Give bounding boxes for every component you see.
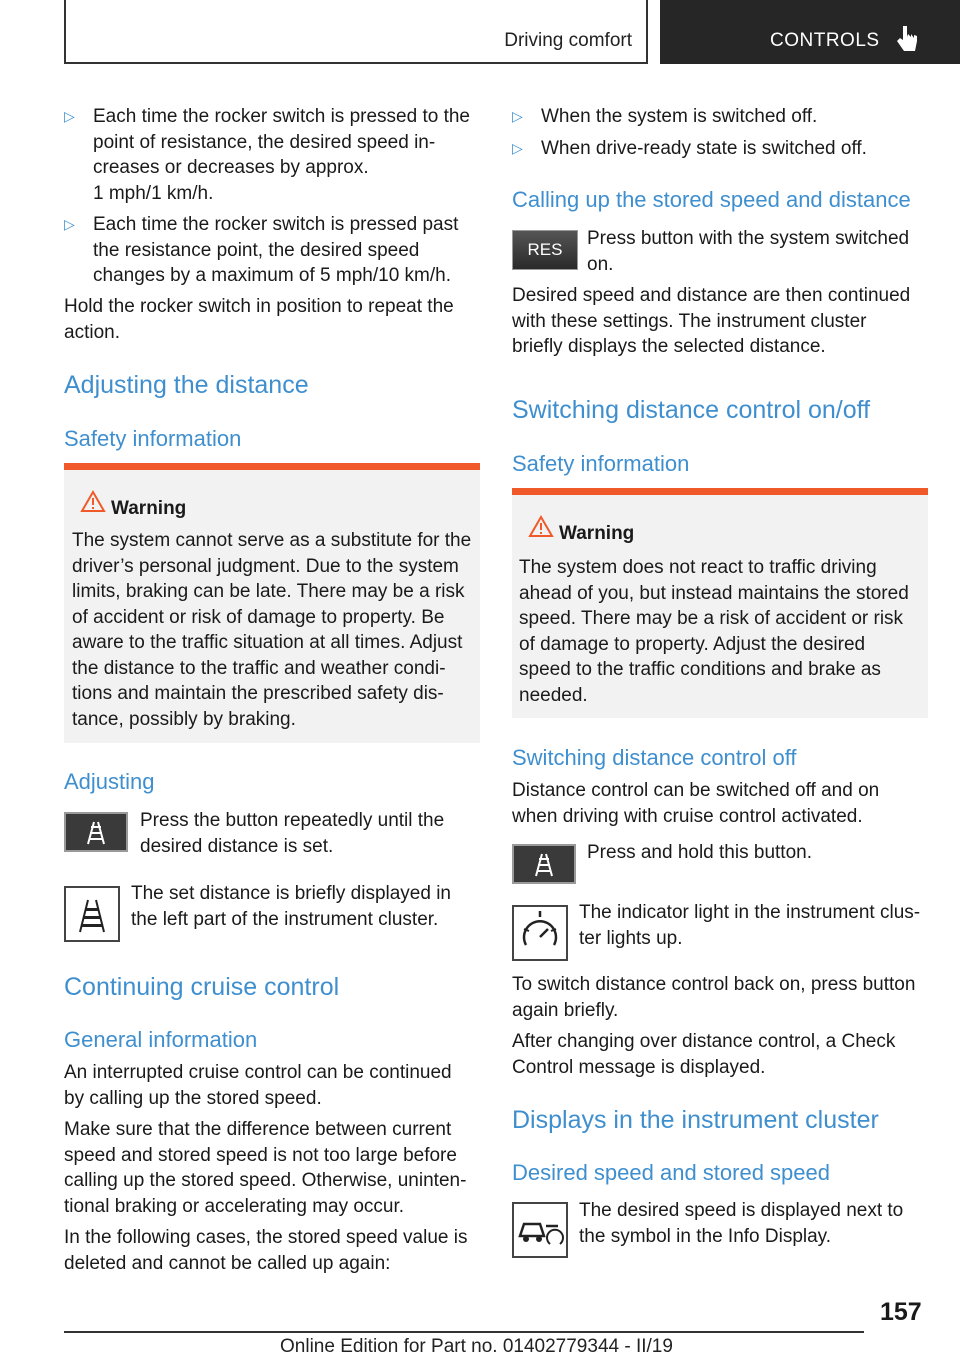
heading-adjusting-distance: Adjusting the distance (64, 371, 309, 399)
heading-switch-off: Switching distance control off (512, 745, 797, 770)
switch-off-paragraph: Distance control can be switched off and on when driving with cruise control activated. (512, 780, 880, 827)
desired-paragraph: Desired speed and distance are then continued with these settings. The instrument cluster briefly displays the selected distance. (512, 285, 911, 357)
page-number: 157 (880, 1298, 922, 1326)
distance-button-image (64, 812, 128, 852)
triangle-bullet-icon: ▷ (64, 216, 75, 232)
press-hold-text: Press and hold this button. (587, 842, 812, 863)
following-paragraph: In the following cases, the stored speed value is deleted and cannot be called up again: (64, 1227, 468, 1274)
list-item: ▷ Each time the rocker switch is pressed to the point of resistance, the desired speed in- creases or decreases by approx. 1 mph/1 km/h. (64, 106, 470, 204)
heading-adjusting: Adjusting (64, 769, 155, 794)
footer-divider (64, 1331, 864, 1333)
display-text: The set distance is briefly displayed in the left part of the instrument cluster. (131, 883, 451, 930)
general-paragraph: An interrupted cruise control can be continued by calling up the stored speed. (64, 1062, 452, 1109)
chapter-title: CONTROLS (770, 30, 880, 51)
triangle-bullet-icon: ▷ (512, 108, 523, 124)
indicator-text: The indicator light in the instrument clus- ter lights up. (579, 902, 921, 949)
cruise-control-car-icon (514, 1204, 566, 1256)
heading-continuing-cruise-control: Continuing cruise control (64, 973, 340, 1001)
triangle-bullet-icon: ▷ (64, 108, 75, 124)
res-button-image: RES (512, 230, 578, 270)
after-paragraph: After changing over distance control, a Check Control message is displayed. (512, 1031, 896, 1078)
heading-safety-information-right: Safety information (512, 451, 690, 476)
heading-desired-speed: Desired speed and stored speed (512, 1160, 830, 1185)
warning-triangle-icon (528, 515, 554, 538)
distance-control-icon (66, 814, 126, 850)
speedometer-indicator-icon (514, 907, 566, 959)
make-sure-paragraph: Make sure that the difference between current speed and stored speed is not too large before calling up the stored speed. Otherwise, uninten- tional braking or accelerating may occur. (64, 1119, 467, 1217)
warning-box (64, 463, 480, 743)
distance-bars-icon (66, 888, 118, 940)
hand-pointer-icon (894, 24, 920, 54)
section-header (64, 0, 648, 64)
warning-triangle-icon (80, 490, 106, 513)
heading-calling-up: Calling up the stored speed and distance (512, 187, 911, 212)
indicator-symbol-box (512, 905, 568, 961)
heading-general-information: General information (64, 1027, 258, 1052)
heading-switching-distance-control: Switching distance control on/off (512, 396, 871, 424)
distance-button-image (512, 844, 576, 884)
warning-title: Warning (559, 523, 635, 544)
triangle-bullet-icon: ▷ (512, 140, 523, 156)
desired-display-text: The desired speed is displayed next to the symbol in the Info Display. (579, 1200, 904, 1247)
warning-text: The system does not react to traffic driving ahead of you, but instead maintains the stored speed. There may be a risk of accident or risk of damage to property. Adjust the desired speed to the traffic conditions and brake as needed. (519, 557, 909, 706)
hold-paragraph: Hold the rocker switch in position to repeat the action. (64, 296, 454, 343)
footer-edition: Online Edition for Part no. 01402779344 - II/19 (280, 1336, 673, 1357)
cruise-symbol-box (512, 1202, 568, 1258)
heading-safety-information: Safety information (64, 426, 242, 451)
press-res-text: Press button with the system switched on. (587, 228, 910, 275)
heading-displays: Displays in the instrument cluster (512, 1106, 879, 1134)
section-title: Driving comfort (504, 30, 632, 51)
list-item: ▷ When the system is switched off. (512, 104, 932, 130)
distance-control-icon (514, 846, 574, 882)
switch-back-paragraph: To switch distance control back on, press button again briefly. (512, 974, 916, 1021)
warning-box (512, 488, 928, 718)
list-item: ▷ Each time the rocker switch is pressed past the resistance point, the desired speed changes by a maximum of 5 mph/10 km/h. (64, 214, 459, 286)
adjust-text: Press the button repeatedly until the desired distance is set. (140, 810, 445, 857)
warning-title: Warning (111, 498, 187, 519)
distance-symbol-box (64, 886, 120, 942)
warning-text: The system cannot serve as a substitute for the driver’s personal judgment. Due to the system limits, braking can be late. There may be a risk of accident or risk of damage to property. Be aware to the traffic situation at all times. Adjust the distance to the traffic and weather condi- tions and maintain the prescribed safety dis- tance, possibly by braking. (72, 530, 472, 730)
list-item: ▷ When drive-ready state is switched off. (512, 136, 932, 162)
